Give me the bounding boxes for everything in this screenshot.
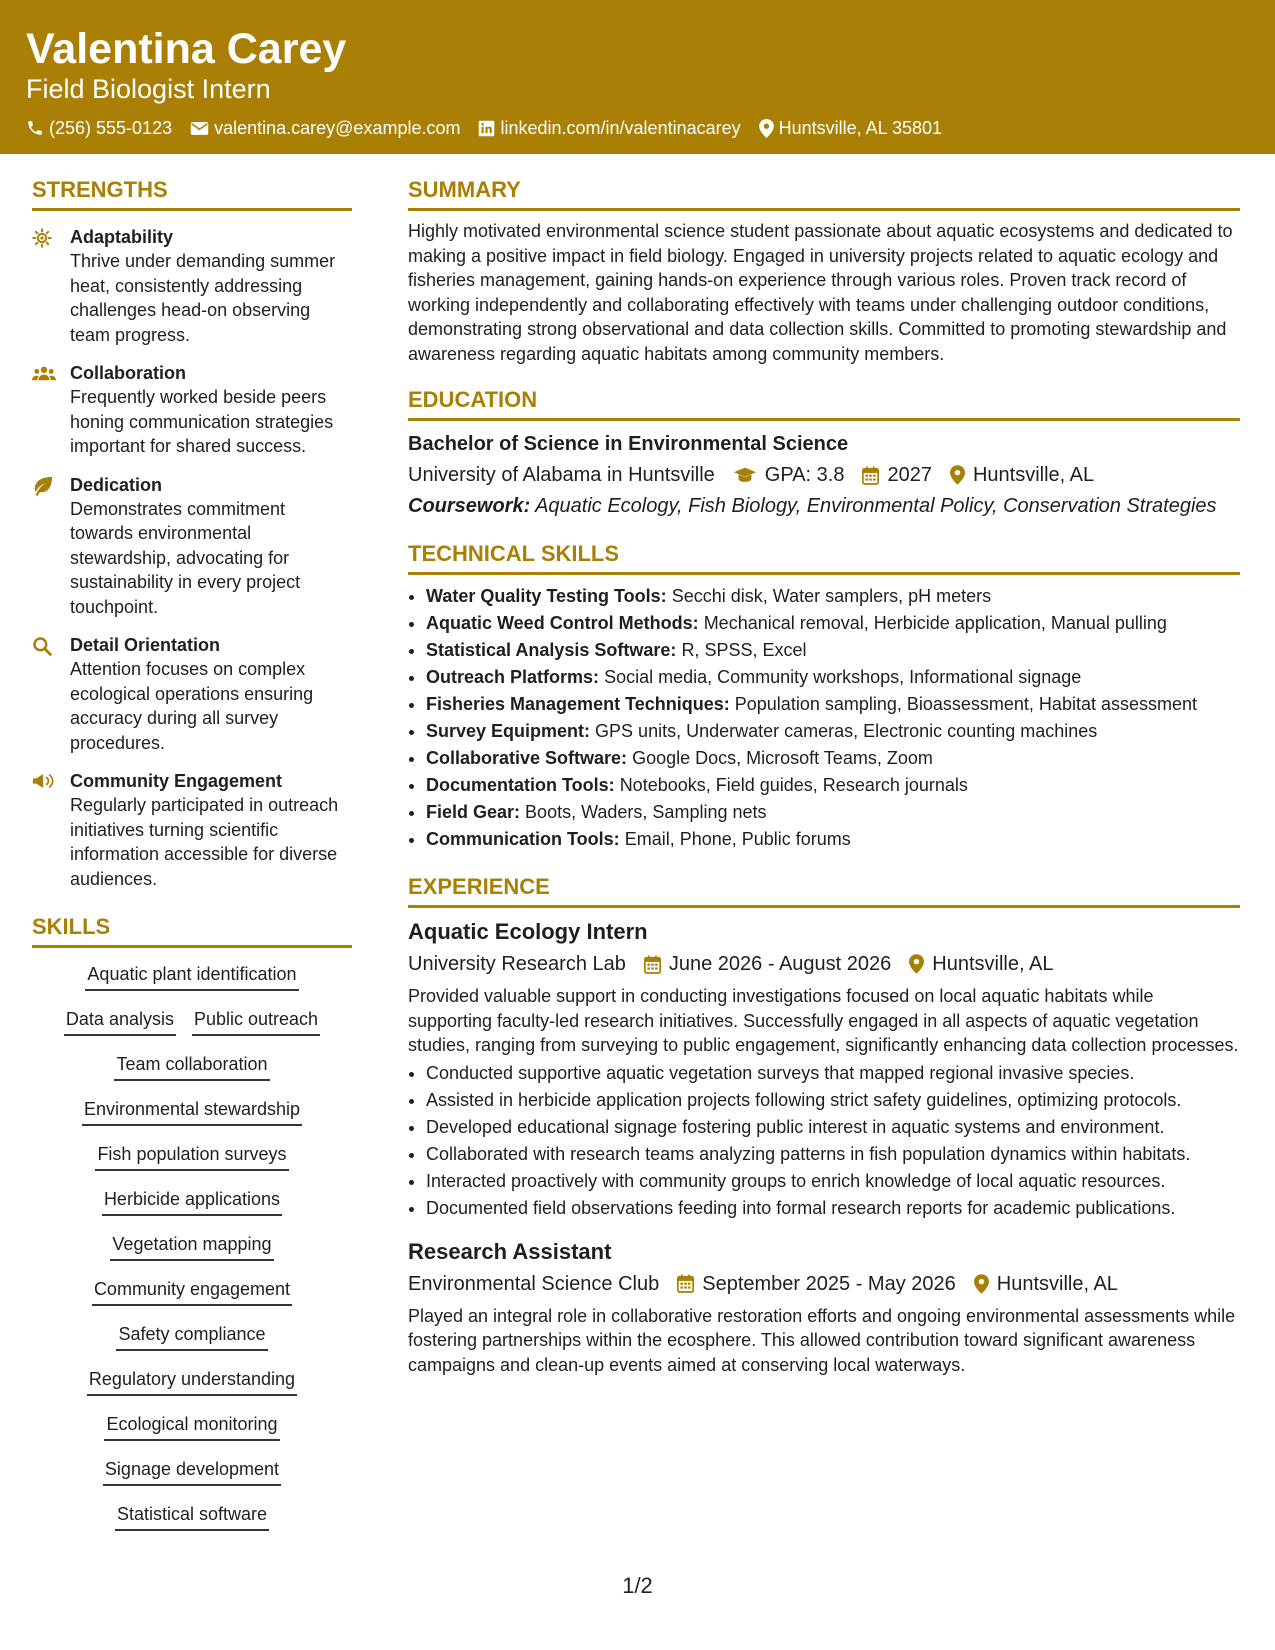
job-org: University Research Lab <box>408 953 626 975</box>
strength-desc: Thrive under demanding summer heat, consistently addressing challenges head-on observing team progress. <box>70 251 336 345</box>
skill-values: Boots, Waders, Sampling nets <box>525 802 767 822</box>
skills-heading: SKILLS <box>32 913 352 948</box>
map-pin-icon <box>759 119 774 138</box>
skill-tag: Signage development <box>103 1457 281 1486</box>
strength-title: Dedication <box>70 474 163 495</box>
sun-icon <box>32 228 52 248</box>
job-title: Aquatic Ecology Intern <box>408 919 648 944</box>
list-item: • Assisted in herbicide application projects following strict safety guidelines, optimizing protocols. <box>426 1087 1240 1114</box>
technical-skills-list <box>408 583 1240 853</box>
contact-location <box>759 116 942 140</box>
skill-values: R, SPSS, Excel <box>681 640 807 660</box>
skill-tag: Fish population surveys <box>95 1142 288 1171</box>
job-description: Played an integral role in collaborative restoration efforts and ongoing environmental assessments while fostering partnerships within the ecosphere. This allowed contribution toward significant awareness campaigns and clean-up events aimed at conserving local waterways. <box>408 1305 1236 1375</box>
skill-tag: Ecological monitoring <box>104 1412 279 1441</box>
list-item <box>426 691 1240 718</box>
users-icon <box>32 364 56 382</box>
strength-item <box>32 633 352 755</box>
list-item <box>426 637 1240 664</box>
school-name: University of Alabama in Huntsville <box>408 464 715 486</box>
job-entry <box>408 1238 1240 1378</box>
strength-item <box>32 225 352 347</box>
phone-text: (256) 555-0123 <box>49 118 173 138</box>
skill-values: GPS units, Underwater cameras, Electronic counting machines <box>595 721 1098 741</box>
skill-category: Fisheries Management Techniques: <box>426 694 730 714</box>
list-item <box>426 718 1240 745</box>
list-item: • Conducted supportive aquatic vegetation surveys that mapped regional invasive species. <box>426 1060 1240 1087</box>
skill-values: Population sampling, Bioassessment, Habitat assessment <box>734 694 1197 714</box>
skill-category: Statistical Analysis Software: <box>426 640 677 660</box>
page-number: 1/2 <box>622 1573 653 1598</box>
strength-item <box>32 361 352 459</box>
skill-tag: Safety compliance <box>116 1322 267 1351</box>
strength-title: Community Engagement <box>70 771 283 791</box>
education-meta <box>408 461 1240 489</box>
skill-tag: Regulatory understanding <box>87 1367 297 1396</box>
graduation-cap-icon <box>733 466 757 484</box>
contact-email[interactable] <box>190 116 460 140</box>
skill-category: Water Quality Testing Tools: <box>426 586 667 606</box>
job-org: Environmental Science Club <box>408 1272 660 1295</box>
skill-tag: Environmental stewardship <box>82 1097 302 1126</box>
skill-tag: Herbicide applications <box>102 1187 282 1216</box>
contact-linkedin[interactable] <box>478 116 740 140</box>
strength-desc: Demonstrates commitment towards environmental stewardship, advocating for sustainability in every project touchpoint. <box>70 498 301 617</box>
list-item: • Collaborated with research teams analyzing patterns in fish population dynamics within habitats. <box>426 1141 1240 1168</box>
skill-category: Communication Tools: <box>426 829 620 849</box>
graduation-year: 2027 <box>887 464 932 486</box>
strength-item <box>32 473 352 620</box>
skill-category: Field Gear: <box>426 802 521 822</box>
skill-tag: Aquatic plant identification <box>85 962 298 991</box>
strength-title: Adaptability <box>70 227 174 247</box>
location-text: Huntsville, AL 35801 <box>778 118 943 138</box>
strength-desc: Attention focuses on complex ecological operations ensuring accuracy during all survey procedures. <box>70 659 314 753</box>
job-entry <box>408 918 1240 1222</box>
job-dates: September 2025 - May 2026 <box>702 1272 956 1295</box>
map-pin-icon <box>950 465 965 485</box>
skill-category: Survey Equipment: <box>426 721 591 741</box>
leaf-icon <box>32 476 54 496</box>
strength-desc: Frequently worked beside peers honing communication strategies important for shared success. <box>70 387 334 456</box>
megaphone-icon <box>32 772 56 790</box>
map-pin-icon <box>974 1274 989 1294</box>
left-column <box>32 176 352 1547</box>
job-location: Huntsville, AL <box>932 953 1054 975</box>
list-item <box>426 664 1240 691</box>
experience-heading: EXPERIENCE <box>408 873 1240 908</box>
summary-text: Highly motivated environmental science student passionate about aquatic ecosystems and dedicated to making a positive impact in field biology. Engaged in university projects related to aquatic ecology and fisheries management, gaining hands-on experience through various roles. Proven track record of working independently and collaborating effectively with teams under challenging outdoor conditions, demonstrating strong observational and data collection skills. Committed to promoting stewardship and awareness regarding aquatic habitats among community members. <box>408 221 1233 364</box>
candidate-role: Field Biologist Intern <box>26 74 271 104</box>
job-description: Provided valuable support in conducting investigations focused on local aquatic habitats while supporting faculty-led research initiatives. Successfully engaged in all aspects of aquatic vegetation studies, ranging from surveying to public engagement, significantly enhancing data collection processes. <box>408 986 1239 1055</box>
skill-tag: Community engagement <box>92 1277 292 1306</box>
job-location: Huntsville, AL <box>996 1272 1118 1295</box>
list-item: • Documented field observations feeding into formal research reports for academic publications. <box>426 1195 1240 1222</box>
list-item <box>426 799 1240 826</box>
search-icon <box>32 636 52 656</box>
summary-heading: SUMMARY <box>408 176 1240 211</box>
skill-tag: Data analysis <box>64 1007 176 1036</box>
job-bullets <box>408 1060 1240 1222</box>
strength-desc: Regularly participated in outreach initiatives turning scientific information accessible for diverse audiences. <box>70 795 339 889</box>
skill-values: Email, Phone, Public forums <box>624 829 851 849</box>
list-item <box>426 826 1240 853</box>
skill-tag: Vegetation mapping <box>110 1232 273 1261</box>
list-item <box>426 745 1240 772</box>
candidate-name: Valentina Carey <box>26 25 347 73</box>
skill-values: Google Docs, Microsoft Teams, Zoom <box>632 748 933 768</box>
job-title: Research Assistant <box>408 1238 612 1264</box>
strength-item <box>32 769 352 891</box>
skill-tag: Public outreach <box>192 1007 320 1036</box>
job-dates: June 2026 - August 2026 <box>668 953 892 975</box>
strength-title: Collaboration <box>70 363 186 383</box>
skill-values: Mechanical removal, Herbicide application, Manual pulling <box>703 613 1167 633</box>
coursework-text: Aquatic Ecology, Fish Biology, Environmental Policy, Conservation Strategies <box>535 495 1217 517</box>
list-item <box>426 772 1240 799</box>
strengths-heading: STRENGTHS <box>32 176 352 211</box>
strength-title: Detail Orientation <box>70 635 221 655</box>
resume-header <box>0 0 1275 154</box>
right-column <box>408 176 1240 1377</box>
skill-tag: Team collaboration <box>114 1052 269 1081</box>
list-item: • Interacted proactively with community groups to enrich knowledge of local aquatic resources. <box>426 1168 1240 1195</box>
skill-values: Notebooks, Field guides, Research journals <box>619 775 968 795</box>
skill-tag: Statistical software <box>115 1502 269 1531</box>
skill-category: Collaborative Software: <box>426 748 628 768</box>
calendar-icon <box>862 466 879 485</box>
skill-values: Secchi disk, Water samplers, pH meters <box>671 586 992 606</box>
skill-category: Outreach Platforms: <box>426 667 600 687</box>
linkedin-text: linkedin.com/in/valentinacarey <box>500 118 741 138</box>
contact-bar <box>26 116 960 140</box>
coursework-label: Coursework: <box>408 495 531 517</box>
technical-skills-heading: TECHNICAL SKILLS <box>408 540 1240 575</box>
list-item: • Developed educational signage fostering public interest in aquatic systems and environment. <box>426 1114 1240 1141</box>
job-meta <box>408 1270 1240 1298</box>
envelope-icon <box>190 121 209 136</box>
email-text: valentina.carey@example.com <box>214 118 461 138</box>
skills-list <box>32 962 352 1547</box>
calendar-icon <box>677 1274 694 1293</box>
calendar-icon <box>644 955 661 974</box>
linkedin-icon <box>478 120 495 137</box>
skill-category: Aquatic Weed Control Methods: <box>426 613 699 633</box>
education-heading: EDUCATION <box>408 386 1240 421</box>
job-meta <box>408 950 1240 978</box>
list-item <box>426 583 1240 610</box>
skill-category: Documentation Tools: <box>426 775 615 795</box>
coursework-line <box>408 492 1240 520</box>
skill-values: Social media, Community workshops, Informational signage <box>604 667 1082 687</box>
map-pin-icon <box>909 954 924 974</box>
phone-icon <box>26 119 44 137</box>
school-location: Huntsville, AL <box>972 464 1095 486</box>
list-item <box>426 610 1240 637</box>
gpa-text: GPA: 3.8 <box>764 464 845 486</box>
degree-title: Bachelor of Science in Environmental Science <box>408 433 849 455</box>
contact-phone <box>26 116 172 140</box>
